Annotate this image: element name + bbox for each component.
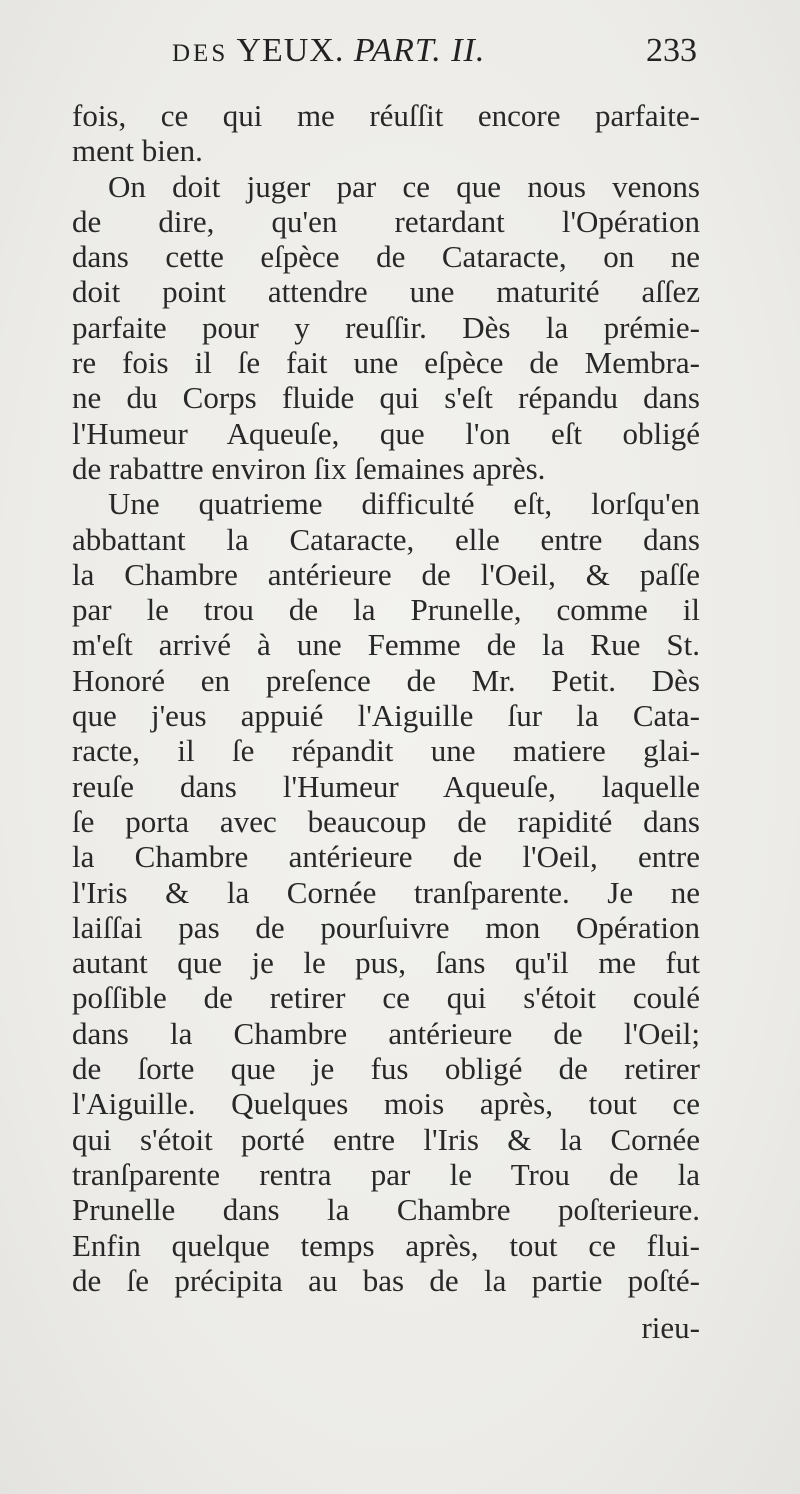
text-line: de ſorte que je fus obligé de retirer: [72, 1051, 700, 1087]
text-line: la Chambre antérieure de l'Oeil, & paſſe: [72, 556, 700, 592]
text-line: laiſſai pas de pourſuivre mon Opération: [72, 909, 700, 945]
text-line: de rabattre environ ſix ſemaines après.: [72, 450, 546, 486]
running-title-part: PART. II.: [353, 32, 486, 69]
body-text: [72, 98, 700, 1298]
text-line: l'Iris & la Cornée tranſparente. Je ne: [72, 874, 700, 910]
paragraph: [72, 169, 700, 487]
catchword: rieu-: [641, 1310, 700, 1345]
text-line: poſſible de retirer ce qui s'étoit coulé: [72, 980, 700, 1016]
text-line: Une quatrieme difficulté eſt, lorſqu'en: [108, 486, 700, 522]
text-line: de dire, qu'en retardant l'Opération: [72, 203, 700, 239]
text-line: racte, il ſe répandit une matiere glai-: [72, 733, 700, 769]
text-line: dans cette eſpèce de Cataracte, on ne: [72, 239, 700, 275]
text-line: de ſe précipita au bas de la partie poſté-: [72, 1262, 700, 1298]
text-line: tranſparente rentra par le Trou de la: [72, 1156, 700, 1192]
running-title-des: DES: [172, 40, 229, 67]
running-header: [72, 30, 697, 80]
text-line: ſe porta avec beaucoup de rapidité dans: [72, 803, 700, 839]
text-line: la Chambre antérieure de l'Oeil, entre: [72, 839, 700, 875]
text-line: autant que je le pus, ſans qu'il me fut: [72, 945, 700, 981]
text-line: dans la Chambre antérieure de l'Oeil;: [72, 1015, 700, 1051]
text-line: ment bien.: [72, 133, 203, 169]
text-line: On doit juger par ce que nous venons: [108, 168, 700, 204]
text-line: reuſe dans l'Humeur Aqueuſe, laquelle: [72, 768, 700, 804]
paragraph: [72, 486, 700, 1298]
text-line: l'Humeur Aqueuſe, que l'on eſt obligé: [72, 415, 700, 451]
text-line: l'Aiguille. Quelques mois après, tout ce: [72, 1086, 700, 1122]
text-line: parfaite pour y reuſſir. Dès la prémie-: [72, 309, 700, 345]
paragraph: [72, 98, 700, 169]
running-title-yeux: YEUX.: [236, 32, 345, 69]
text-line: ne du Corps fluide qui s'eſt répandu dans: [72, 380, 700, 416]
text-line: re fois il ſe fait une eſpèce de Membra-: [72, 345, 700, 381]
page-number: 233: [646, 32, 697, 69]
text-line: Prunelle dans la Chambre poſterieure.: [72, 1192, 700, 1228]
text-line: doit point attendre une maturité aſſez: [72, 274, 700, 310]
text-line: qui s'étoit porté entre l'Iris & la Cornée: [72, 1121, 700, 1157]
text-line: fois, ce qui me réuſſit encore parfaite-: [72, 98, 700, 133]
text-line: Enfin quelque temps après, tout ce flui-: [72, 1227, 700, 1263]
running-title: [172, 32, 485, 70]
text-line: m'eſt arrivé à une Femme de la Rue St.: [72, 627, 700, 663]
text-line: Honoré en preſence de Mr. Petit. Dès: [72, 662, 700, 698]
text-line: par le trou de la Prunelle, comme il: [72, 592, 700, 628]
text-line: que j'eus appuié l'Aiguille ſur la Cata-: [72, 698, 700, 734]
text-line: abbattant la Cataracte, elle entre dans: [72, 521, 700, 557]
